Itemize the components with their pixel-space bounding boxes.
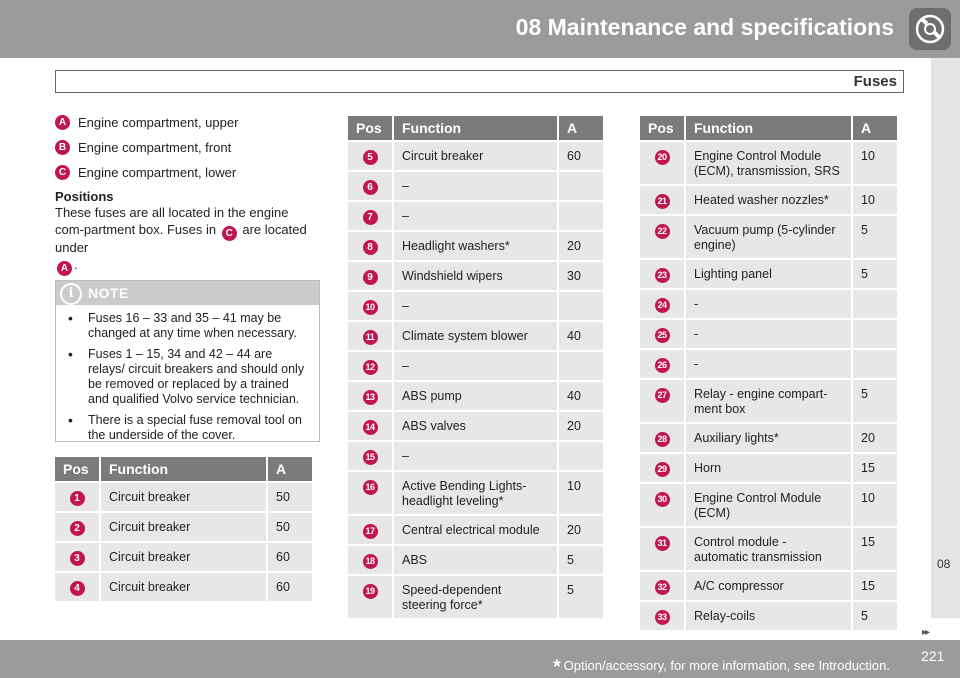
table-row xyxy=(55,543,312,571)
fuse-table-body xyxy=(55,483,312,601)
amp-cell xyxy=(853,350,897,378)
pos-cell xyxy=(640,320,684,348)
fuse-number-badge: 14 xyxy=(363,420,378,435)
col-header-pos: Pos xyxy=(640,116,684,140)
function-cell: Circuit breaker xyxy=(101,573,266,601)
fuse-number-badge: 5 xyxy=(363,150,378,165)
col-header-function: Function xyxy=(686,116,851,140)
amp-cell xyxy=(559,442,603,470)
pos-cell xyxy=(640,260,684,288)
amp-cell: 30 xyxy=(559,262,603,290)
table-row xyxy=(640,602,897,630)
table-row xyxy=(640,216,897,258)
amp-cell xyxy=(853,290,897,318)
function-cell: Climate system blower xyxy=(394,322,557,350)
table-row xyxy=(55,513,312,541)
pos-cell xyxy=(640,186,684,214)
fuse-number-badge: 27 xyxy=(655,388,670,403)
amp-cell: 5 xyxy=(559,576,603,618)
fuse-number-badge: 12 xyxy=(363,360,378,375)
amp-cell xyxy=(559,352,603,380)
fuse-number-badge: 23 xyxy=(655,268,670,283)
pos-cell xyxy=(348,412,392,440)
pos-cell xyxy=(640,572,684,600)
locations-column xyxy=(55,114,320,274)
pos-cell xyxy=(55,573,99,601)
fuse-number-badge: 7 xyxy=(363,210,378,225)
function-cell: ABS pump xyxy=(394,382,557,410)
amp-cell: 50 xyxy=(268,483,312,511)
note-label: NOTE xyxy=(88,285,129,301)
amp-cell xyxy=(559,202,603,230)
function-cell: Engine Control Module (ECM), transmission, SRS xyxy=(686,142,851,184)
table-row xyxy=(348,472,603,514)
function-cell: ABS valves xyxy=(394,412,557,440)
location-label: Engine compartment, upper xyxy=(78,115,239,130)
table-row xyxy=(640,186,897,214)
next-page-arrows-icon: ▸▸ xyxy=(922,627,929,638)
pos-cell xyxy=(348,546,392,574)
table-row xyxy=(55,573,312,601)
function-cell: Speed-dependent steering force* xyxy=(394,576,557,618)
function-cell: – xyxy=(394,292,557,320)
table-row xyxy=(640,454,897,482)
amp-cell: 60 xyxy=(268,573,312,601)
pos-cell xyxy=(348,442,392,470)
pos-cell xyxy=(348,576,392,618)
pos-cell xyxy=(55,543,99,571)
table-row xyxy=(640,424,897,452)
fuse-number-badge: 20 xyxy=(655,150,670,165)
pos-cell xyxy=(640,380,684,422)
table-row xyxy=(348,442,603,470)
fuse-number-badge: 16 xyxy=(363,480,378,495)
pos-cell xyxy=(640,454,684,482)
fuse-number-badge: 9 xyxy=(363,270,378,285)
note-box xyxy=(55,280,320,442)
table-row xyxy=(640,528,897,570)
table-row xyxy=(640,142,897,184)
fuse-number-badge: 29 xyxy=(655,462,670,477)
table-row xyxy=(348,232,603,260)
fuse-number-badge: 32 xyxy=(655,580,670,595)
function-cell: Vacuum pump (5-cylinder engine) xyxy=(686,216,851,258)
positions-text-part1: These fuses are all located in the engine com-partment box. Fuses in xyxy=(55,205,289,237)
chapter-title: 08 Maintenance and specifications xyxy=(515,14,894,40)
fuse-table-body xyxy=(348,142,603,618)
fuse-number-badge: 11 xyxy=(363,330,378,345)
table-row xyxy=(348,382,603,410)
function-cell: - xyxy=(686,320,851,348)
pos-cell xyxy=(640,142,684,184)
location-label: Engine compartment, front xyxy=(78,140,232,155)
fuse-table-2 xyxy=(346,114,605,620)
pos-cell xyxy=(640,350,684,378)
pos-cell xyxy=(348,292,392,320)
chapter-side-tab xyxy=(931,58,960,618)
fuse-number-badge: 3 xyxy=(70,551,85,566)
amp-cell: 5 xyxy=(853,216,897,258)
function-cell: Control module - automatic transmission xyxy=(686,528,851,570)
fuse-number-badge: 15 xyxy=(363,450,378,465)
amp-cell: 5 xyxy=(853,260,897,288)
note-header xyxy=(56,281,319,305)
fuse-number-badge: 26 xyxy=(655,358,670,373)
table-row xyxy=(640,260,897,288)
col-header-pos: Pos xyxy=(348,116,392,140)
table-row xyxy=(640,320,897,348)
note-item: • Fuses 16 – 33 and 35 – 41 may be changed at any time when necessary. xyxy=(66,311,311,341)
function-cell: Horn xyxy=(686,454,851,482)
note-list xyxy=(56,305,319,443)
pos-cell xyxy=(348,142,392,170)
amp-cell: 15 xyxy=(853,572,897,600)
function-cell: Headlight washers* xyxy=(394,232,557,260)
amp-cell: 20 xyxy=(559,516,603,544)
col-header-amp: A xyxy=(853,116,897,140)
pos-cell xyxy=(348,202,392,230)
fuse-number-badge: 2 xyxy=(70,521,85,536)
amp-cell: 10 xyxy=(853,484,897,526)
page-footer xyxy=(0,640,960,678)
amp-cell: 10 xyxy=(559,472,603,514)
function-cell: – xyxy=(394,442,557,470)
function-cell: Relay - engine compart-ment box xyxy=(686,380,851,422)
fuse-number-badge: 33 xyxy=(655,610,670,625)
function-cell: Circuit breaker xyxy=(101,513,266,541)
amp-cell: 20 xyxy=(559,412,603,440)
positions-text-part2: are located under xyxy=(55,222,307,255)
pos-cell xyxy=(640,602,684,630)
location-badge: C xyxy=(55,165,70,180)
page-header xyxy=(0,0,960,58)
function-cell: - xyxy=(686,290,851,318)
pos-cell xyxy=(348,172,392,200)
table-row xyxy=(640,572,897,600)
fuse-number-badge: 10 xyxy=(363,300,378,315)
function-cell: ABS xyxy=(394,546,557,574)
function-cell: - xyxy=(686,350,851,378)
pos-cell xyxy=(640,528,684,570)
table-row xyxy=(55,483,312,511)
table-row xyxy=(348,576,603,618)
pos-cell xyxy=(640,290,684,318)
amp-cell: 20 xyxy=(853,424,897,452)
fuse-number-badge: 21 xyxy=(655,194,670,209)
amp-cell: 40 xyxy=(559,382,603,410)
info-icon: i xyxy=(60,283,82,305)
function-cell: – xyxy=(394,352,557,380)
amp-cell: 5 xyxy=(853,602,897,630)
amp-cell: 20 xyxy=(559,232,603,260)
pos-cell xyxy=(348,472,392,514)
col-header-pos: Pos xyxy=(55,457,99,481)
location-badge: B xyxy=(55,140,70,155)
fuse-number-badge: 25 xyxy=(655,328,670,343)
fuse-number-badge: 30 xyxy=(655,492,670,507)
amp-cell: 60 xyxy=(268,543,312,571)
table-row xyxy=(640,380,897,422)
fuse-number-badge: 4 xyxy=(70,581,85,596)
table-row xyxy=(348,516,603,544)
amp-cell: 50 xyxy=(268,513,312,541)
table-row xyxy=(348,292,603,320)
col-header-amp: A xyxy=(268,457,312,481)
positions-heading: Positions xyxy=(55,189,114,204)
amp-cell: 15 xyxy=(853,528,897,570)
footer-star: * xyxy=(553,657,561,678)
footer-text: Option/accessory, for more information, see Introduction. xyxy=(563,658,890,673)
note-item: • There is a special fuse removal tool on the underside of the cover. xyxy=(66,413,311,443)
fuse-number-badge: 24 xyxy=(655,298,670,313)
amp-cell: 5 xyxy=(559,546,603,574)
table-row xyxy=(348,262,603,290)
pos-cell xyxy=(640,216,684,258)
wrench-gear-icon xyxy=(909,8,951,50)
fuse-number-badge: 13 xyxy=(363,390,378,405)
table-row xyxy=(640,290,897,318)
col-header-amp: A xyxy=(559,116,603,140)
table-row xyxy=(348,142,603,170)
function-cell: A/C compressor xyxy=(686,572,851,600)
positions-text-part3: . xyxy=(74,257,78,272)
pos-cell xyxy=(348,382,392,410)
note-item: • Fuses 1 – 15, 34 and 42 – 44 are relays/ circuit breakers and should only be removed or replaced by a trained and qualified Volvo service technician. xyxy=(66,347,311,407)
function-cell: – xyxy=(394,172,557,200)
pos-cell xyxy=(348,516,392,544)
side-tab-label: 08 xyxy=(937,557,951,571)
amp-cell xyxy=(559,172,603,200)
inline-badge-c: C xyxy=(222,226,237,241)
amp-cell xyxy=(853,320,897,348)
fuse-number-badge: 17 xyxy=(363,524,378,539)
section-bar xyxy=(55,70,904,93)
amp-cell: 5 xyxy=(853,380,897,422)
function-cell: Circuit breaker xyxy=(394,142,557,170)
amp-cell: 40 xyxy=(559,322,603,350)
table-row xyxy=(348,352,603,380)
fuse-number-badge: 22 xyxy=(655,224,670,239)
fuse-number-badge: 19 xyxy=(363,584,378,599)
fuse-table-body xyxy=(640,142,897,630)
amp-cell: 60 xyxy=(559,142,603,170)
location-item xyxy=(55,139,320,156)
pos-cell xyxy=(55,483,99,511)
function-cell: Circuit breaker xyxy=(101,543,266,571)
function-cell: Relay-coils xyxy=(686,602,851,630)
function-cell: Lighting panel xyxy=(686,260,851,288)
function-cell: Heated washer nozzles* xyxy=(686,186,851,214)
function-cell: Circuit breaker xyxy=(101,483,266,511)
function-cell: Active Bending Lights-headlight leveling* xyxy=(394,472,557,514)
pos-cell xyxy=(640,484,684,526)
function-cell: Windshield wipers xyxy=(394,262,557,290)
pos-cell xyxy=(348,232,392,260)
fuse-number-badge: 8 xyxy=(363,240,378,255)
fuse-number-badge: 6 xyxy=(363,180,378,195)
pos-cell xyxy=(348,322,392,350)
pos-cell xyxy=(348,352,392,380)
fuse-number-badge: 1 xyxy=(70,491,85,506)
col-header-function: Function xyxy=(394,116,557,140)
location-item xyxy=(55,164,320,181)
amp-cell xyxy=(559,292,603,320)
function-cell: Engine Control Module (ECM) xyxy=(686,484,851,526)
pos-cell xyxy=(640,424,684,452)
location-item xyxy=(55,114,320,131)
fuse-number-badge: 31 xyxy=(655,536,670,551)
function-cell: – xyxy=(394,202,557,230)
positions-text xyxy=(55,204,320,274)
function-cell: Central electrical module xyxy=(394,516,557,544)
page-number: 221 xyxy=(921,648,945,664)
location-badge: A xyxy=(55,115,70,130)
fuse-number-badge: 28 xyxy=(655,432,670,447)
table-row xyxy=(348,322,603,350)
fuse-number-badge: 18 xyxy=(363,554,378,569)
pos-cell xyxy=(55,513,99,541)
function-cell: Auxiliary lights* xyxy=(686,424,851,452)
table-row xyxy=(640,484,897,526)
table-row xyxy=(348,546,603,574)
table-row xyxy=(348,172,603,200)
table-row xyxy=(348,412,603,440)
amp-cell: 10 xyxy=(853,186,897,214)
amp-cell: 15 xyxy=(853,454,897,482)
table-row xyxy=(348,202,603,230)
footer-note xyxy=(553,654,890,676)
location-label: Engine compartment, lower xyxy=(78,165,237,180)
inline-badge-a: A xyxy=(57,261,72,276)
table-row xyxy=(640,350,897,378)
pos-cell xyxy=(348,262,392,290)
fuse-table-1 xyxy=(53,455,314,603)
section-title: Fuses xyxy=(853,73,897,90)
amp-cell: 10 xyxy=(853,142,897,184)
fuse-table-3 xyxy=(638,114,899,632)
col-header-function: Function xyxy=(101,457,266,481)
